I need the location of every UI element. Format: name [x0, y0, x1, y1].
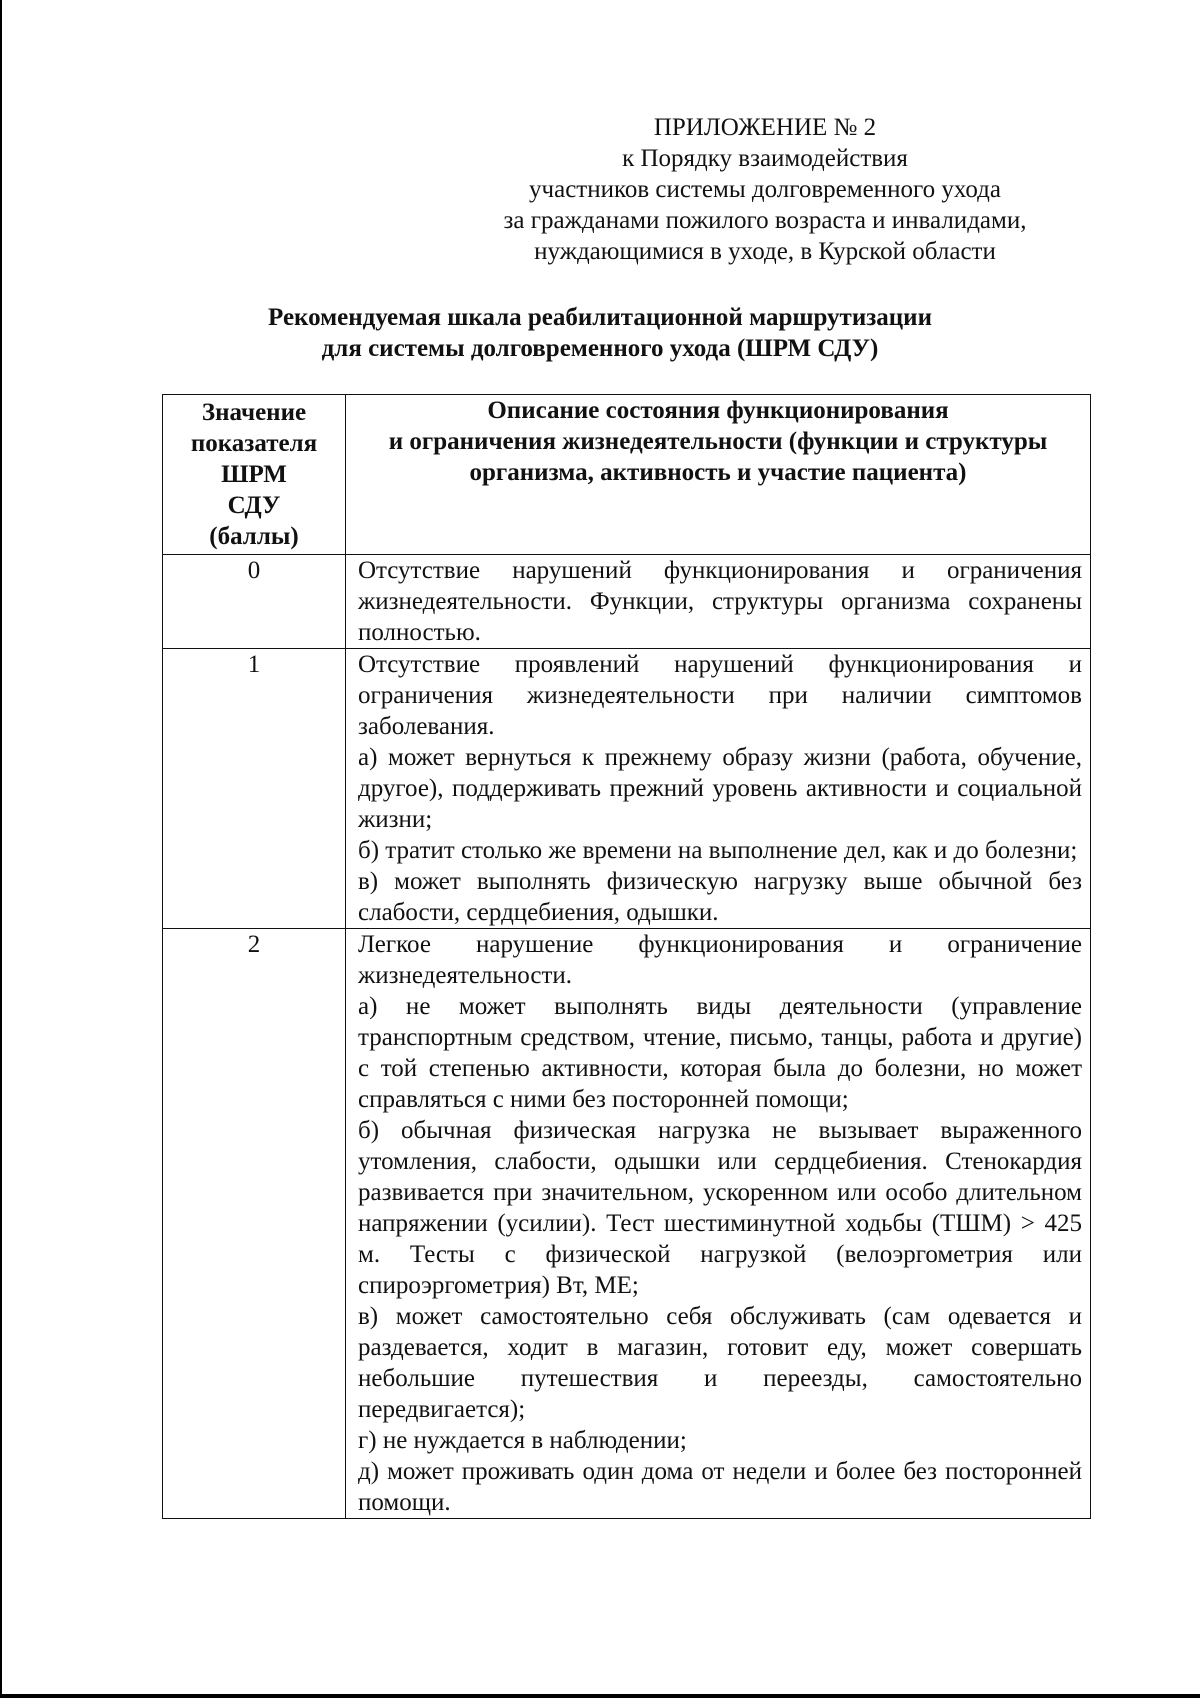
description-paragraph: Отсутствие нарушений функционирования и ограничения жизнедеятельности. Функции, структуры организма сохранены полностью. [358, 557, 1082, 646]
header-desc-line: организма, активность и участие пациента) [469, 459, 967, 486]
header-desc-line: Описание состояния функционирования [487, 397, 949, 424]
appendix-line: за гражданами пожилого возраста и инвалидами, [503, 207, 1027, 234]
table-row [163, 649, 1091, 929]
header-score-line: (баллы) [209, 523, 299, 550]
header-score-cell [163, 395, 346, 555]
header-desc-line: и ограничения жизнедеятельности (функции и структуры [388, 428, 1048, 455]
rehab-scale-table [162, 394, 1091, 1519]
appendix-line: участников системы долговременного ухода [529, 176, 1001, 203]
description-paragraph: а) может вернуться к прежнему образу жизни (работа, обучение, другое), поддерживать прежний уровень активности и социальной жизни; [358, 744, 1082, 833]
appendix-line: нуждающимися в уходе, в Курской области [534, 238, 996, 265]
table-row [163, 929, 1091, 1519]
description-paragraph: г) не нуждается в наблюдении; [358, 1427, 687, 1454]
description-paragraph: Отсутствие проявлений нарушений функционирования и ограничения жизнедеятельности при наличии симптомов заболевания. [358, 651, 1082, 740]
description-paragraph: д) может проживать один дома от недели и более без посторонней помощи. [358, 1458, 1082, 1516]
appendix-number: ПРИЛОЖЕНИЕ № 2 [653, 114, 877, 141]
description-cell [346, 555, 1091, 649]
score-cell: 1 [163, 649, 346, 929]
title-line: Рекомендуемая шкала реабилитационной маршрутизации [268, 304, 932, 331]
header-score-line: Значение [201, 399, 307, 426]
description-paragraph: в) может самостоятельно себя обслуживать (сам одевается и раздевается, ходит в магазин, готовит еду, может совершать небольшие путешествия и переезды, самостоятельно передвигается); [358, 1303, 1082, 1423]
header-description-cell [346, 395, 1091, 555]
table-header-row [163, 395, 1091, 555]
description-paragraph: в) может выполнять физическую нагрузку выше обычной без слабости, сердцебиения, одышки. [358, 868, 1082, 926]
description-cell [346, 649, 1091, 929]
scan-edge-left [0, 0, 2, 1698]
appendix-header [450, 112, 1080, 267]
table-row [163, 555, 1091, 649]
description-paragraph: а) не может выполнять виды деятельности (управление транспортным средством, чтение, письмо, танцы, работа и другие) с той степенью активности, которая была до болезни, но может справляться с ними без посторонней помощи; [358, 993, 1082, 1113]
document-title [150, 302, 1050, 364]
score-cell: 2 [163, 929, 346, 1519]
description-paragraph: б) тратит столько же времени на выполнение дел, как и до болезни; [358, 837, 1078, 864]
description-paragraph: б) обычная физическая нагрузка не вызывает выраженного утомления, слабости, одышки или сердцебиения. Стенокардия развивается при значительном, ускоренном или особо длительном напряжении (усилии). Тест шестиминутной ходьбы (ТШМ) > 425 м. Тесты с физической нагрузкой (велоэргометрия или спироэргометрия) Вт, МЕ; [358, 1117, 1082, 1299]
title-line: для системы долговременного ухода (ШРМ СДУ) [321, 335, 879, 362]
header-score-line: ШРМ [221, 461, 287, 488]
score-cell: 0 [163, 555, 346, 649]
scan-edge-bottom [0, 1694, 1200, 1698]
header-score-line: СДУ [227, 492, 281, 519]
description-paragraph: Легкое нарушение функционирования и ограничение жизнедеятельности. [358, 931, 1082, 989]
header-score-line: показателя [190, 430, 318, 457]
appendix-line: к Порядку взаимодействия [622, 145, 908, 172]
description-cell [346, 929, 1091, 1519]
